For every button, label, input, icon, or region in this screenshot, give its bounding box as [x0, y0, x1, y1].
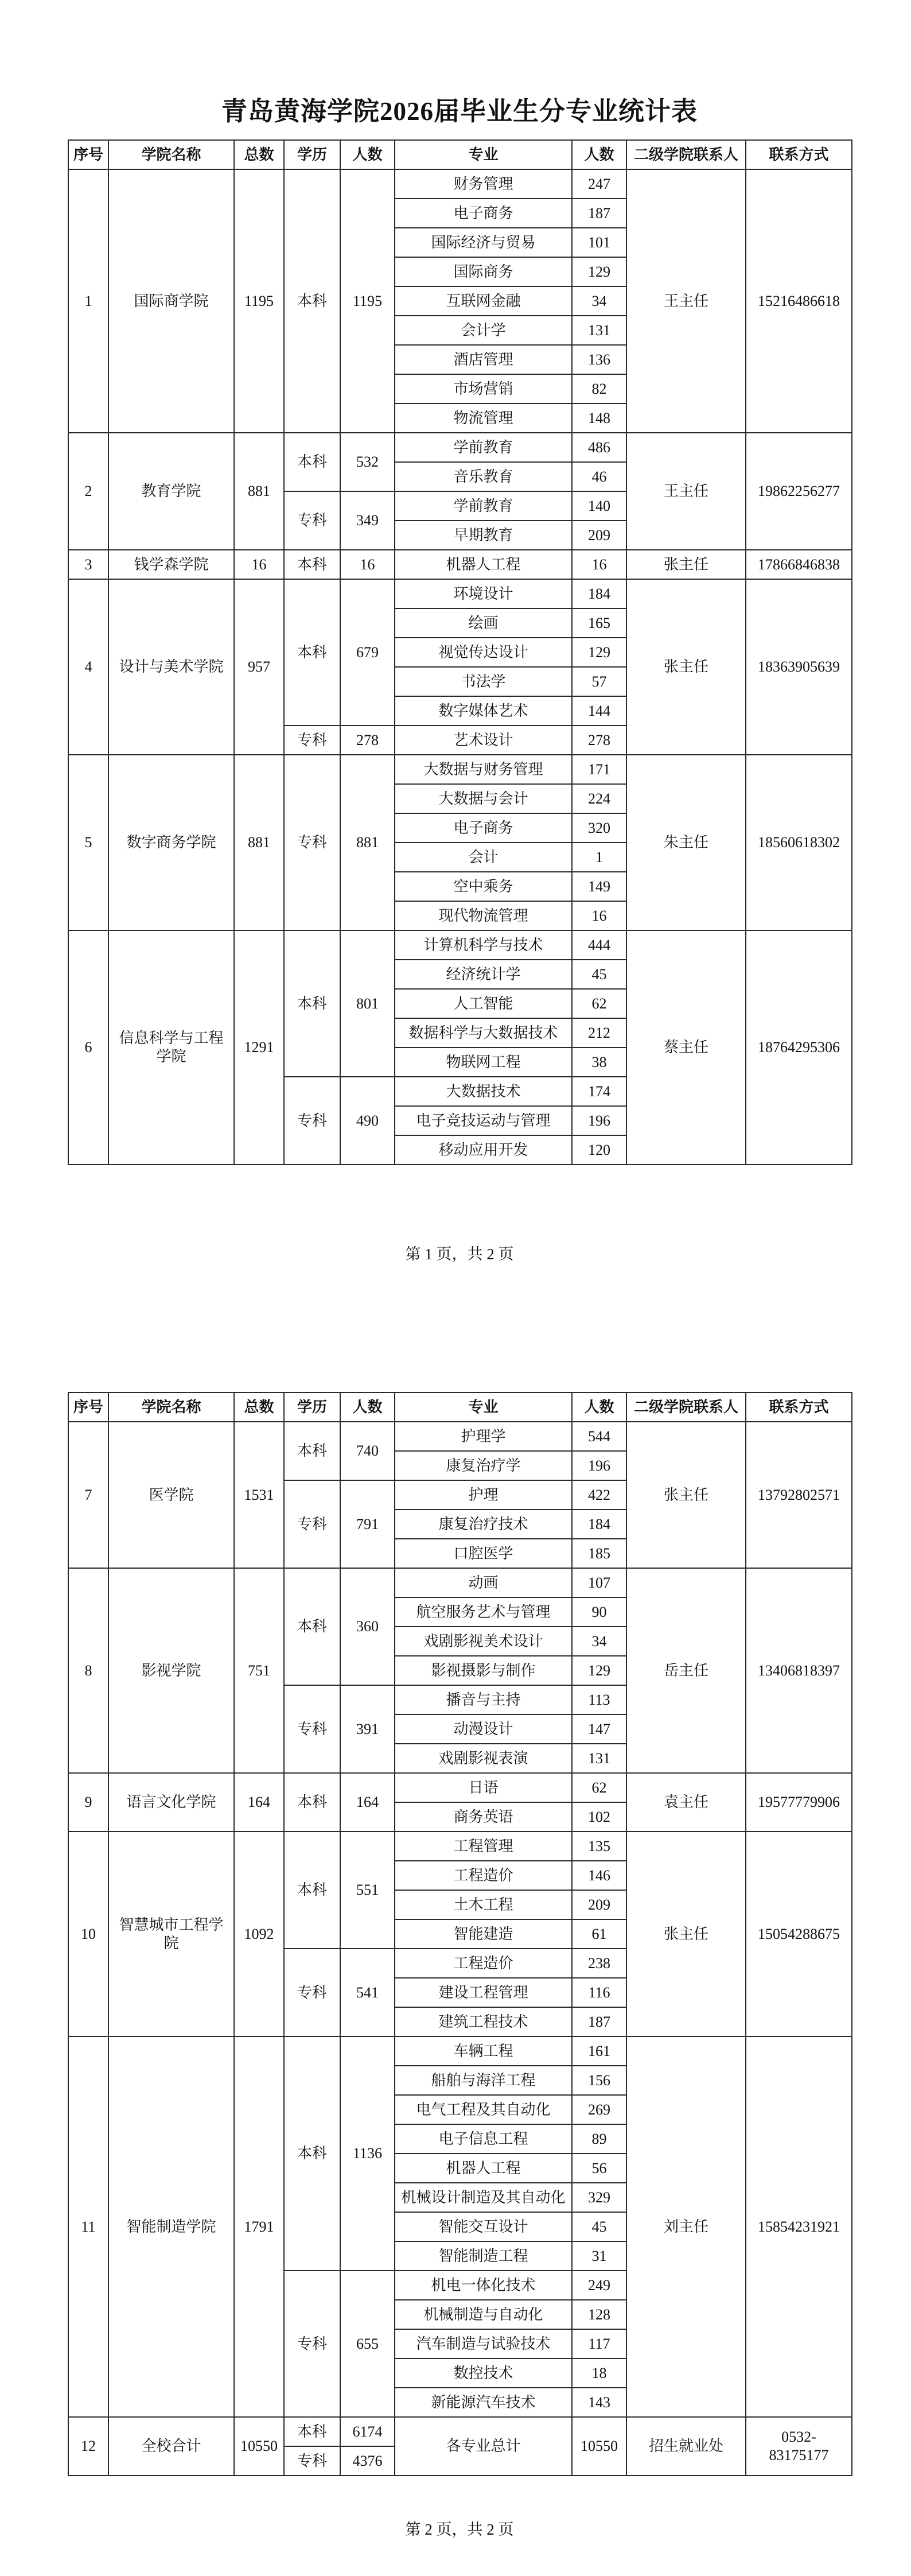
major-name: 学前教育 [395, 491, 572, 521]
header-cell: 二级学院联系人 [626, 140, 746, 169]
table-row [68, 579, 852, 608]
major-count: 249 [572, 2271, 626, 2300]
contact-phone: 18764295306 [746, 930, 852, 1165]
major-name: 数字媒体艺术 [395, 696, 572, 726]
major-name: 戏剧影视美术设计 [395, 1627, 572, 1656]
major-count: 174 [572, 1077, 626, 1106]
major-name: 酒店管理 [395, 345, 572, 374]
contact-phone: 18363905639 [746, 579, 852, 755]
college-total: 1791 [234, 2036, 284, 2417]
major-name: 智能建造 [395, 1919, 572, 1949]
major-count: 224 [572, 784, 626, 813]
major-name: 机电一体化技术 [395, 2271, 572, 2300]
major-count: 209 [572, 521, 626, 550]
table-row [68, 550, 852, 579]
contact-person: 张主任 [626, 1422, 746, 1568]
stats-table-page-1 [68, 139, 852, 1165]
summary-name: 全校合计 [108, 2417, 234, 2476]
level-count: 278 [340, 726, 395, 755]
page-footer-1: 第 1 页，共 2 页 [405, 1246, 514, 1263]
summary-majors-total: 10550 [572, 2417, 626, 2476]
major-name: 机器人工程 [395, 2154, 572, 2183]
major-count: 161 [572, 2036, 626, 2066]
header-row [68, 140, 852, 169]
header-cell: 学历 [284, 1392, 340, 1422]
major-count: 209 [572, 1890, 626, 1919]
header-cell: 序号 [68, 140, 108, 169]
level-count: 551 [340, 1832, 395, 1949]
summary-contact: 招生就业处 [626, 2417, 746, 2476]
major-name: 学前教育 [395, 433, 572, 462]
major-name: 工程管理 [395, 1832, 572, 1861]
major-name: 计算机科学与技术 [395, 930, 572, 960]
college-name: 教育学院 [108, 433, 234, 550]
major-name: 电子信息工程 [395, 2124, 572, 2154]
major-count: 196 [572, 1451, 626, 1480]
major-name: 会计 [395, 843, 572, 872]
level-count: 164 [340, 1773, 395, 1832]
contact-person: 朱主任 [626, 755, 746, 930]
table-row [68, 755, 852, 784]
major-name: 车辆工程 [395, 2036, 572, 2066]
contact-phone: 13792802571 [746, 1422, 852, 1568]
major-count: 147 [572, 1714, 626, 1744]
summary-phone: 0532-83175177 [746, 2417, 852, 2476]
major-count: 135 [572, 1832, 626, 1861]
major-count: 46 [572, 462, 626, 491]
major-count: 544 [572, 1422, 626, 1451]
contact-person: 张主任 [626, 1832, 746, 2036]
major-name: 大数据与财务管理 [395, 755, 572, 784]
education-level: 本科 [284, 1832, 340, 1949]
major-name: 环境设计 [395, 579, 572, 608]
education-level: 本科 [284, 2036, 340, 2271]
major-name: 护理学 [395, 1422, 572, 1451]
level-count: 1136 [340, 2036, 395, 2271]
major-name: 数据科学与大数据技术 [395, 1018, 572, 1048]
header-cell: 学院名称 [108, 140, 234, 169]
college-number: 7 [68, 1422, 108, 1568]
level-count: 791 [340, 1480, 395, 1568]
major-count: 131 [572, 316, 626, 345]
level-count: 349 [340, 491, 395, 550]
major-count: 165 [572, 608, 626, 638]
major-count: 144 [572, 696, 626, 726]
education-level: 本科 [284, 550, 340, 579]
education-level: 专科 [284, 491, 340, 550]
contact-phone: 19862256277 [746, 433, 852, 550]
major-count: 89 [572, 2124, 626, 2154]
major-name: 航空服务艺术与管理 [395, 1597, 572, 1627]
major-count: 129 [572, 1656, 626, 1685]
major-name: 物流管理 [395, 404, 572, 433]
college-total: 751 [234, 1568, 284, 1773]
level-count: 16 [340, 550, 395, 579]
major-count: 45 [572, 960, 626, 989]
major-count: 56 [572, 2154, 626, 2183]
college-number: 10 [68, 1832, 108, 2036]
major-count: 1 [572, 843, 626, 872]
college-name: 影视学院 [108, 1568, 234, 1773]
major-name: 空中乘务 [395, 872, 572, 901]
contact-person: 王主任 [626, 433, 746, 550]
college-total: 1195 [234, 169, 284, 433]
education-level: 本科 [284, 169, 340, 433]
education-level: 专科 [284, 2271, 340, 2417]
major-count: 320 [572, 813, 626, 843]
contact-phone: 13406818397 [746, 1568, 852, 1773]
summary-number: 12 [68, 2417, 108, 2476]
education-level: 本科 [284, 1773, 340, 1832]
major-name: 智能交互设计 [395, 2212, 572, 2241]
major-count: 143 [572, 2388, 626, 2417]
major-name: 日语 [395, 1773, 572, 1802]
college-total: 957 [234, 579, 284, 755]
header-cell: 学历 [284, 140, 340, 169]
major-count: 117 [572, 2329, 626, 2358]
contact-person: 张主任 [626, 579, 746, 755]
college-name: 智能制造学院 [108, 2036, 234, 2417]
contact-phone: 15216486618 [746, 169, 852, 433]
major-name: 人工智能 [395, 989, 572, 1018]
contact-phone: 19577779906 [746, 1773, 852, 1832]
major-count: 38 [572, 1048, 626, 1077]
major-count: 18 [572, 2358, 626, 2388]
document-title: 青岛黄海学院2026届毕业生分专业统计表 [221, 97, 698, 126]
education-level: 本科 [284, 433, 340, 491]
education-level: 专科 [284, 755, 340, 930]
college-total: 881 [234, 755, 284, 930]
major-name: 机械设计制造及其自动化 [395, 2183, 572, 2212]
college-total: 881 [234, 433, 284, 550]
major-count: 45 [572, 2212, 626, 2241]
college-number: 1 [68, 169, 108, 433]
major-count: 247 [572, 169, 626, 199]
major-count: 444 [572, 930, 626, 960]
contact-person: 岳主任 [626, 1568, 746, 1773]
major-count: 107 [572, 1568, 626, 1597]
major-count: 16 [572, 550, 626, 579]
major-name: 播音与主持 [395, 1685, 572, 1714]
summary-total: 10550 [234, 2417, 284, 2476]
header-cell: 人数 [340, 1392, 395, 1422]
college-number: 11 [68, 2036, 108, 2417]
college-name: 信息科学与工程学院 [108, 930, 234, 1165]
major-name: 动漫设计 [395, 1714, 572, 1744]
major-name: 汽车制造与试验技术 [395, 2329, 572, 2358]
major-count: 196 [572, 1106, 626, 1135]
college-total: 1291 [234, 930, 284, 1165]
college-number: 9 [68, 1773, 108, 1832]
header-cell: 专业 [395, 1392, 572, 1422]
major-name: 土木工程 [395, 1890, 572, 1919]
education-level: 本科 [284, 1568, 340, 1685]
major-name: 移动应用开发 [395, 1135, 572, 1165]
contact-person: 刘主任 [626, 2036, 746, 2417]
stats-table-page-2 [68, 1392, 852, 2476]
major-count: 486 [572, 433, 626, 462]
major-name: 建筑工程技术 [395, 2007, 572, 2036]
level-count: 532 [340, 433, 395, 491]
header-cell: 人数 [340, 140, 395, 169]
major-count: 128 [572, 2300, 626, 2329]
major-name: 大数据与会计 [395, 784, 572, 813]
college-total: 1092 [234, 1832, 284, 2036]
major-count: 102 [572, 1802, 626, 1832]
major-name: 动画 [395, 1568, 572, 1597]
header-cell: 联系方式 [746, 140, 852, 169]
education-level: 本科 [284, 579, 340, 726]
major-count: 212 [572, 1018, 626, 1048]
college-total: 1531 [234, 1422, 284, 1568]
contact-phone: 15054288675 [746, 1832, 852, 2036]
college-name: 数字商务学院 [108, 755, 234, 930]
major-count: 269 [572, 2095, 626, 2124]
major-count: 140 [572, 491, 626, 521]
major-name: 市场营销 [395, 374, 572, 404]
education-level: 专科 [284, 726, 340, 755]
major-count: 149 [572, 872, 626, 901]
major-count: 278 [572, 726, 626, 755]
major-name: 国际经济与贸易 [395, 228, 572, 257]
major-count: 187 [572, 2007, 626, 2036]
major-count: 131 [572, 1744, 626, 1773]
college-name: 设计与美术学院 [108, 579, 234, 755]
major-count: 156 [572, 2066, 626, 2095]
major-name: 物联网工程 [395, 1048, 572, 1077]
major-count: 34 [572, 1627, 626, 1656]
table-row [68, 2036, 852, 2066]
major-name: 护理 [395, 1480, 572, 1510]
major-name: 现代物流管理 [395, 901, 572, 930]
level-count: 801 [340, 930, 395, 1077]
major-count: 129 [572, 257, 626, 286]
major-name: 建设工程管理 [395, 1978, 572, 2007]
major-name: 视觉传达设计 [395, 638, 572, 667]
header-cell: 二级学院联系人 [626, 1392, 746, 1422]
major-name: 工程造价 [395, 1861, 572, 1890]
college-number: 4 [68, 579, 108, 755]
contact-phone: 18560618302 [746, 755, 852, 930]
major-name: 早期教育 [395, 521, 572, 550]
major-count: 422 [572, 1480, 626, 1510]
contact-person: 王主任 [626, 169, 746, 433]
level-count: 541 [340, 1949, 395, 2036]
summary-level-count: 6174 [340, 2417, 395, 2446]
major-name: 互联网金融 [395, 286, 572, 316]
major-count: 101 [572, 228, 626, 257]
college-number: 6 [68, 930, 108, 1165]
major-count: 184 [572, 1510, 626, 1539]
major-name: 工程造价 [395, 1949, 572, 1978]
major-name: 音乐教育 [395, 462, 572, 491]
level-count: 1195 [340, 169, 395, 433]
major-name: 商务英语 [395, 1802, 572, 1832]
major-count: 187 [572, 199, 626, 228]
table-row [68, 169, 852, 199]
major-count: 31 [572, 2241, 626, 2271]
major-name: 影视摄影与制作 [395, 1656, 572, 1685]
major-name: 戏剧影视表演 [395, 1744, 572, 1773]
major-count: 62 [572, 989, 626, 1018]
table-row [68, 1568, 852, 1597]
page-footer-2: 第 2 页，共 2 页 [405, 2521, 514, 2538]
major-count: 329 [572, 2183, 626, 2212]
major-count: 116 [572, 1978, 626, 2007]
education-level: 专科 [284, 1685, 340, 1773]
header-row [68, 1392, 852, 1422]
summary-majors-label: 各专业总计 [395, 2417, 572, 2476]
major-count: 61 [572, 1919, 626, 1949]
level-count: 655 [340, 2271, 395, 2417]
major-name: 艺术设计 [395, 726, 572, 755]
level-count: 490 [340, 1077, 395, 1165]
level-count: 881 [340, 755, 395, 930]
college-number: 2 [68, 433, 108, 550]
major-name: 电气工程及其自动化 [395, 2095, 572, 2124]
college-name: 智慧城市工程学院 [108, 1832, 234, 2036]
education-level: 专科 [284, 1949, 340, 2036]
level-count: 360 [340, 1568, 395, 1685]
major-count: 185 [572, 1539, 626, 1568]
major-name: 会计学 [395, 316, 572, 345]
header-cell: 序号 [68, 1392, 108, 1422]
major-name: 数控技术 [395, 2358, 572, 2388]
college-name: 国际商学院 [108, 169, 234, 433]
major-name: 电子商务 [395, 199, 572, 228]
major-count: 184 [572, 579, 626, 608]
contact-person: 张主任 [626, 550, 746, 579]
summary-row [68, 2417, 852, 2446]
major-count: 148 [572, 404, 626, 433]
level-count: 391 [340, 1685, 395, 1773]
education-level: 本科 [284, 930, 340, 1077]
major-count: 34 [572, 286, 626, 316]
major-name: 船舶与海洋工程 [395, 2066, 572, 2095]
major-count: 57 [572, 667, 626, 696]
education-level: 专科 [284, 1077, 340, 1165]
table-row [68, 1832, 852, 1861]
major-name: 机器人工程 [395, 550, 572, 579]
college-total: 16 [234, 550, 284, 579]
header-cell: 人数 [572, 1392, 626, 1422]
college-name: 医学院 [108, 1422, 234, 1568]
table-row [68, 1773, 852, 1802]
major-count: 90 [572, 1597, 626, 1627]
college-total: 164 [234, 1773, 284, 1832]
major-name: 绘画 [395, 608, 572, 638]
major-name: 大数据技术 [395, 1077, 572, 1106]
college-name: 语言文化学院 [108, 1773, 234, 1832]
major-name: 电子商务 [395, 813, 572, 843]
major-name: 机械制造与自动化 [395, 2300, 572, 2329]
major-count: 16 [572, 901, 626, 930]
major-count: 129 [572, 638, 626, 667]
contact-phone: 17866846838 [746, 550, 852, 579]
header-cell: 总数 [234, 140, 284, 169]
major-name: 康复治疗学 [395, 1451, 572, 1480]
level-count: 679 [340, 579, 395, 726]
table-row [68, 1422, 852, 1451]
major-count: 238 [572, 1949, 626, 1978]
major-count: 120 [572, 1135, 626, 1165]
education-level: 本科 [284, 1422, 340, 1480]
major-count: 136 [572, 345, 626, 374]
major-name: 国际商务 [395, 257, 572, 286]
major-name: 智能制造工程 [395, 2241, 572, 2271]
major-count: 146 [572, 1861, 626, 1890]
header-cell: 联系方式 [746, 1392, 852, 1422]
major-name: 电子竞技运动与管理 [395, 1106, 572, 1135]
major-name: 财务管理 [395, 169, 572, 199]
summary-level-count: 4376 [340, 2446, 395, 2476]
college-number: 5 [68, 755, 108, 930]
major-count: 171 [572, 755, 626, 784]
summary-level: 本科 [284, 2417, 340, 2446]
college-number: 3 [68, 550, 108, 579]
college-name: 钱学森学院 [108, 550, 234, 579]
education-level: 专科 [284, 1480, 340, 1568]
header-cell: 学院名称 [108, 1392, 234, 1422]
major-name: 口腔医学 [395, 1539, 572, 1568]
header-cell: 总数 [234, 1392, 284, 1422]
header-cell: 人数 [572, 140, 626, 169]
contact-person: 袁主任 [626, 1773, 746, 1832]
level-count: 740 [340, 1422, 395, 1480]
major-name: 书法学 [395, 667, 572, 696]
major-name: 康复治疗技术 [395, 1510, 572, 1539]
header-cell: 专业 [395, 140, 572, 169]
major-name: 经济统计学 [395, 960, 572, 989]
table-row [68, 930, 852, 960]
table-row [68, 433, 852, 462]
contact-person: 蔡主任 [626, 930, 746, 1165]
major-count: 113 [572, 1685, 626, 1714]
college-number: 8 [68, 1568, 108, 1773]
summary-level: 专科 [284, 2446, 340, 2476]
major-name: 新能源汽车技术 [395, 2388, 572, 2417]
major-count: 82 [572, 374, 626, 404]
contact-phone: 15854231921 [746, 2036, 852, 2417]
major-count: 62 [572, 1773, 626, 1802]
